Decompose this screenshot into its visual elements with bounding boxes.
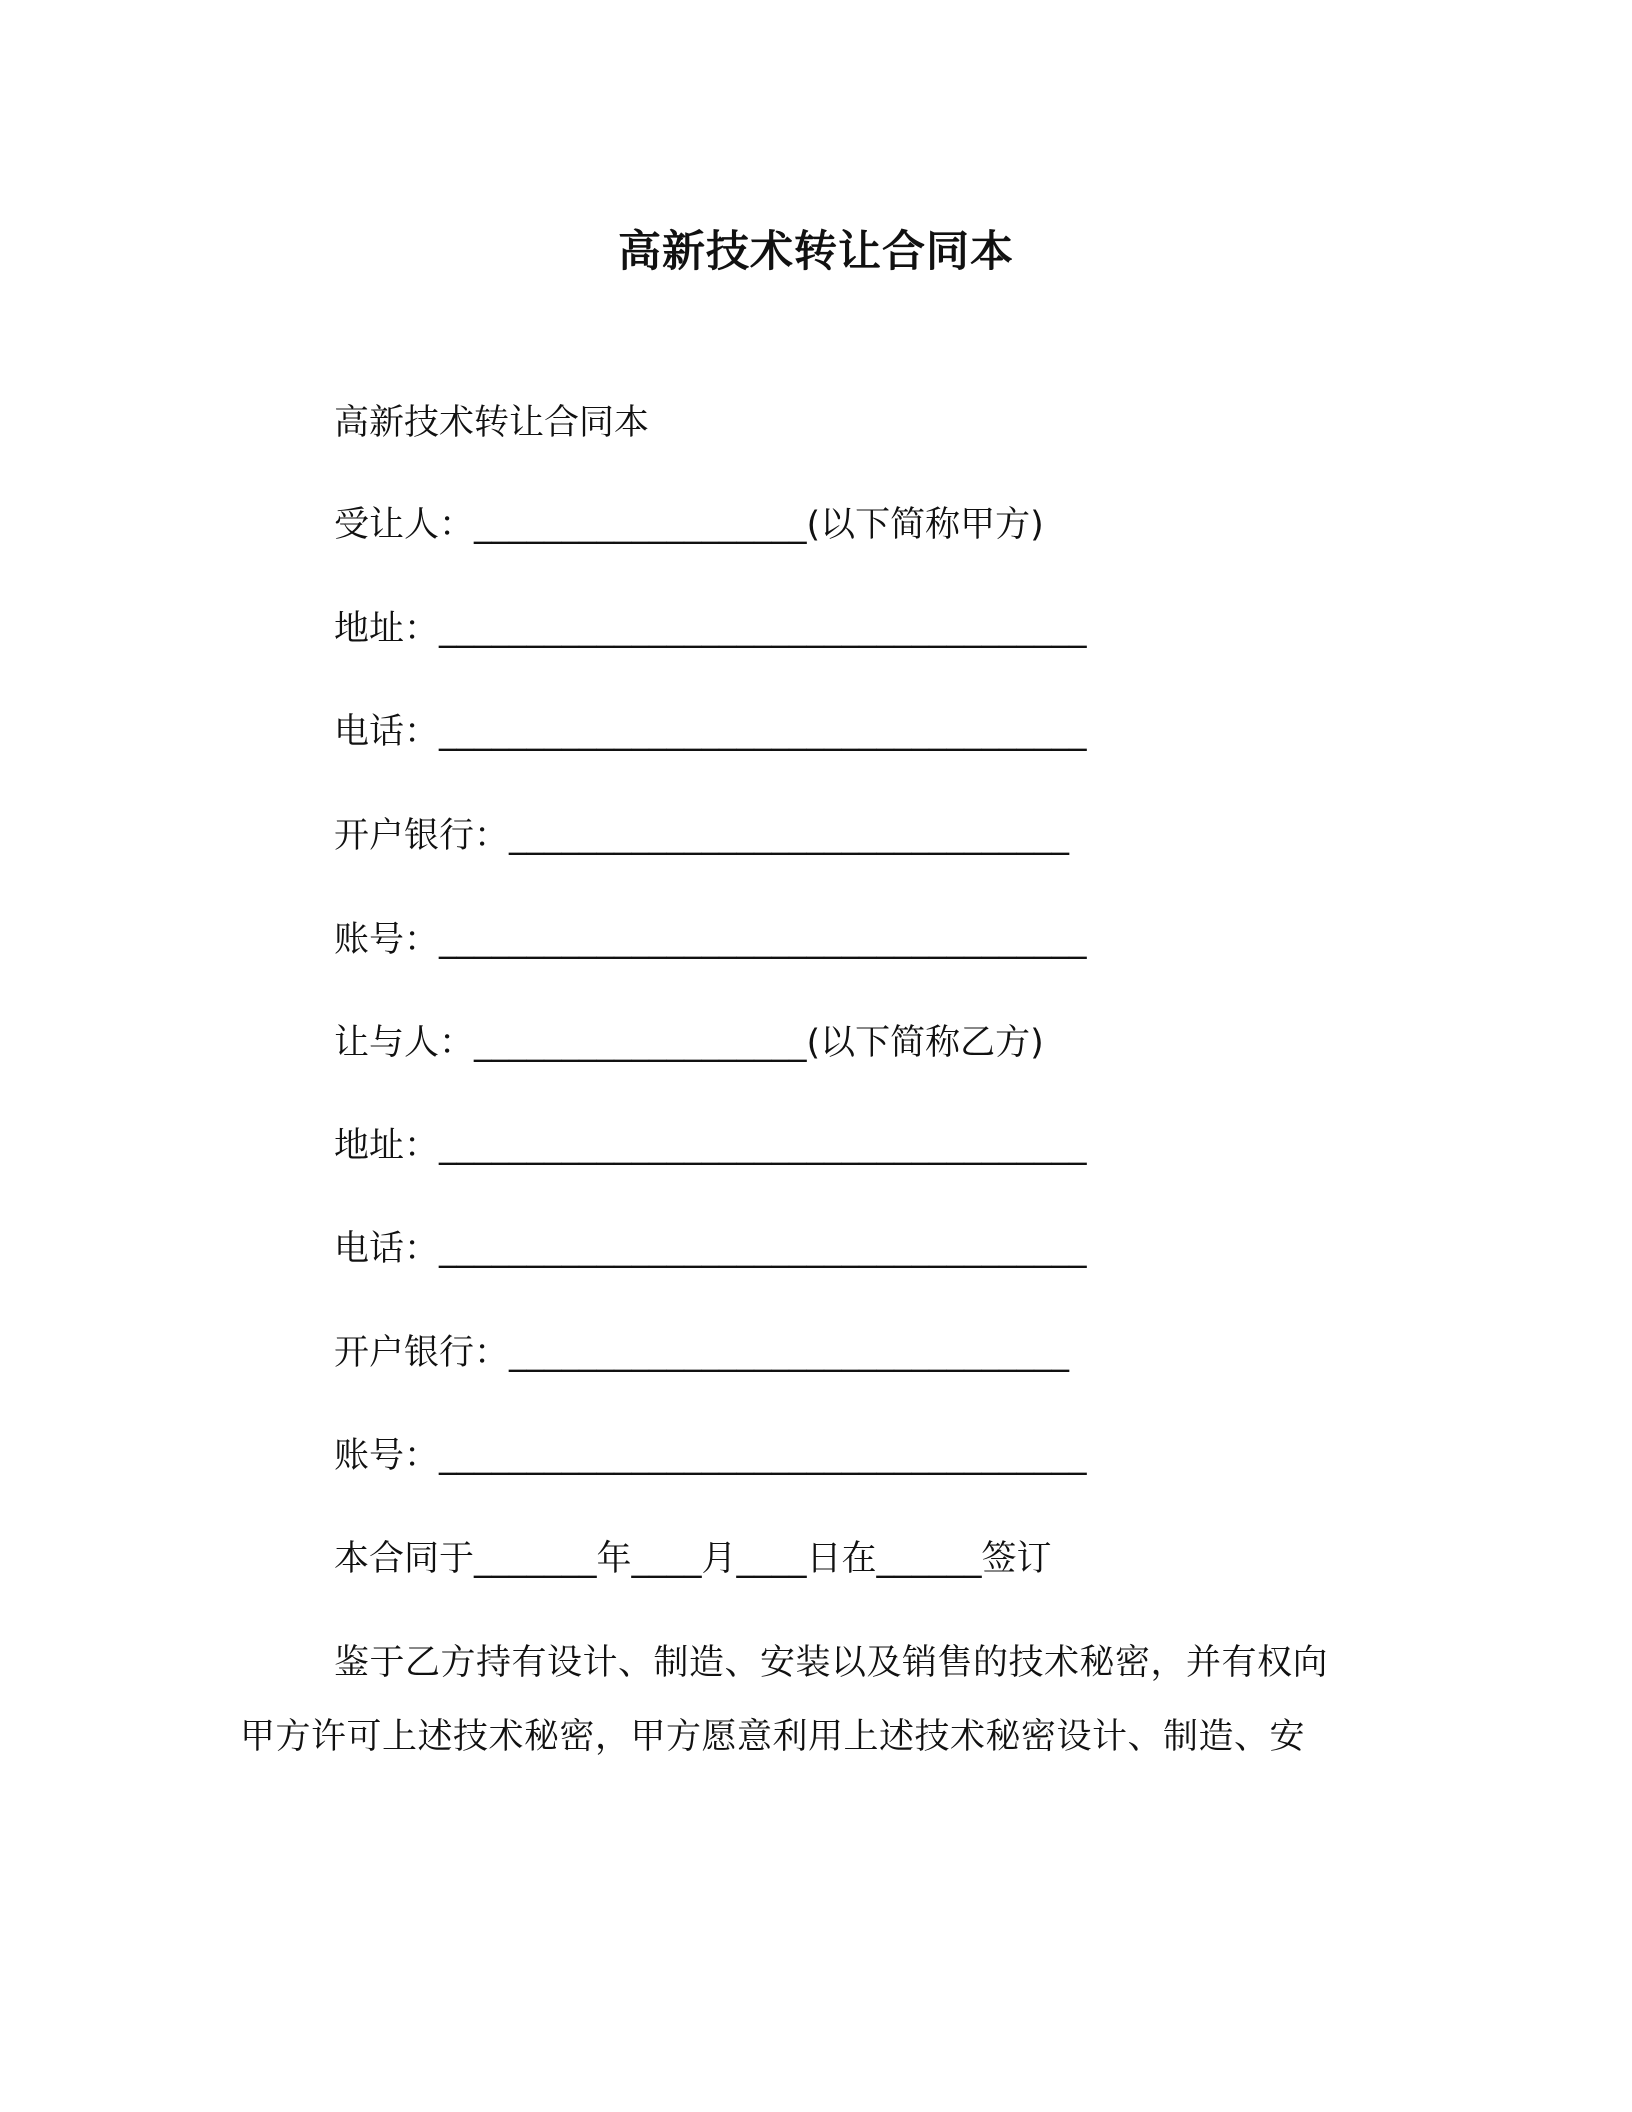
party-a-transferee-field: 受让人：___________________(以下简称甲方) xyxy=(334,505,1044,545)
body-paragraph-line-2: 甲方许可上述技术秘密，甲方愿意利用上述技术秘密设计、制造、安 xyxy=(240,1717,1306,1757)
party-b-bank-field: 开户银行：________________________________ xyxy=(334,1333,1070,1373)
party-a-account-field: 账号：_____________________________________ xyxy=(334,920,1087,960)
document-title: 高新技术转让合同本 xyxy=(618,227,1014,277)
signing-date-line: 本合同于_______年____月____日在______签订 xyxy=(334,1539,1052,1579)
party-b-address-field: 地址：_____________________________________ xyxy=(334,1126,1087,1166)
body-paragraph-line-1: 鉴于乙方持有设计、制造、安装以及销售的技术秘密，并有权向 xyxy=(334,1643,1329,1683)
party-b-phone-field: 电话：_____________________________________ xyxy=(334,1229,1087,1269)
party-a-phone-field: 电话：_____________________________________ xyxy=(334,712,1087,752)
party-a-bank-field: 开户银行：________________________________ xyxy=(334,816,1070,856)
party-b-account-field: 账号：_____________________________________ xyxy=(334,1436,1087,1476)
party-a-address-field: 地址：_____________________________________ xyxy=(334,609,1087,649)
document-subtitle: 高新技术转让合同本 xyxy=(334,403,650,443)
party-b-transferor-field: 让与人：___________________(以下简称乙方) xyxy=(334,1023,1044,1063)
